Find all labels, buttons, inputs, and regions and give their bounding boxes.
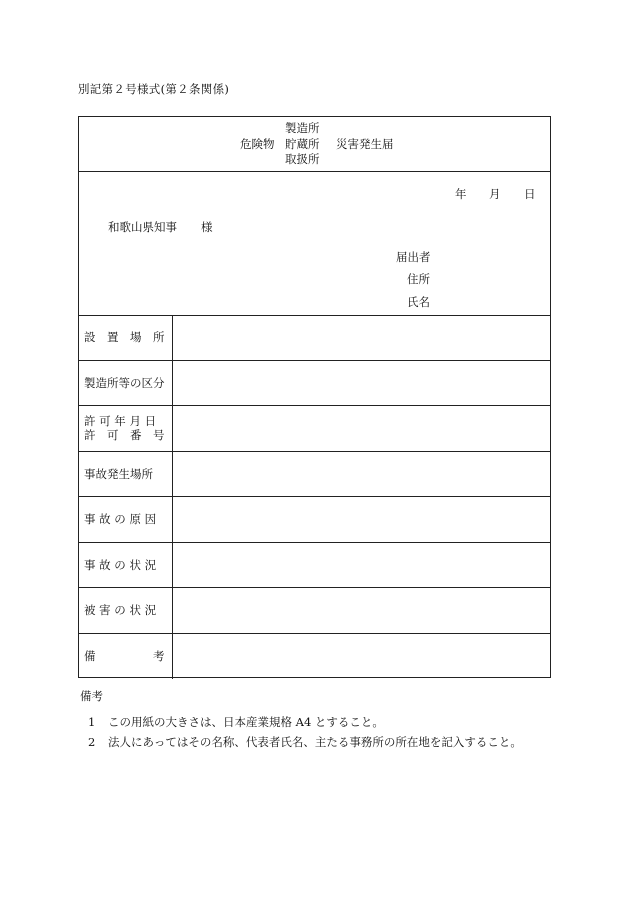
installation-location-field[interactable] <box>173 315 550 360</box>
row-label: 設 置 場 所 <box>79 315 173 360</box>
row-accident-cause <box>79 497 550 543</box>
permit-info-field[interactable] <box>173 406 550 451</box>
row-label: 被 害 の 状 況 <box>79 588 173 633</box>
row-accident-location <box>79 452 550 498</box>
applicant-address-label: 住所 <box>407 272 430 286</box>
row-remarks <box>79 634 550 680</box>
row-label: 事 故 の 状 況 <box>79 543 173 588</box>
note-text: 法人にあってはその名称、代表者氏名、主たる事務所の所在地を記入すること。 <box>108 735 522 749</box>
damage-situation-field[interactable] <box>173 588 550 633</box>
addressee-honorific: 様 <box>201 220 213 234</box>
date-year-label: 年 <box>455 187 467 201</box>
remarks-heading: 備考 <box>80 689 103 703</box>
applicant-name-label: 氏名 <box>407 295 430 309</box>
facility-type-stack <box>285 121 320 168</box>
title-suffix: 災害発生届 <box>336 137 394 151</box>
accident-location-field[interactable] <box>173 452 550 497</box>
row-label: 製造所等の区分 <box>79 361 173 406</box>
row-facility-category <box>79 361 550 407</box>
address-section <box>79 171 550 316</box>
permit-number-label: 許 可 番 号 <box>84 428 165 443</box>
row-label: 事故発生場所 <box>79 452 173 497</box>
remarks-field[interactable] <box>173 634 550 680</box>
row-damage-situation <box>79 588 550 634</box>
row-label: 事 故 の 原 因 <box>79 497 173 542</box>
row-accident-situation <box>79 543 550 589</box>
facility-category-field[interactable] <box>173 361 550 406</box>
form-title <box>79 117 550 172</box>
accident-situation-field[interactable] <box>173 543 550 588</box>
facility-type-manufacturing: 製造所 <box>285 121 320 135</box>
permit-date-label: 許 可 年 月 日 <box>84 414 157 429</box>
note-number: 1 <box>88 715 96 729</box>
row-label: 備 考 <box>79 634 173 680</box>
facility-type-storage: 貯蔵所 <box>285 136 320 151</box>
date-day-label: 日 <box>524 187 536 201</box>
note-number: 2 <box>88 735 96 749</box>
note-item <box>88 734 522 750</box>
form-fields-table <box>79 315 550 679</box>
form-number: 別記第２号様式(第２条関係) <box>78 82 230 96</box>
applicant-label: 届出者 <box>396 250 431 264</box>
accident-cause-field[interactable] <box>173 497 550 542</box>
date-month-label: 月 <box>489 187 501 201</box>
row-installation-location <box>79 315 550 361</box>
row-permit-info <box>79 406 550 452</box>
accident-report-form <box>78 116 551 678</box>
note-text: この用紙の大きさは、日本産業規格 A4 とすること。 <box>108 715 384 729</box>
addressee <box>108 219 213 235</box>
title-prefix: 危険物 <box>240 137 275 151</box>
facility-type-handling: 取扱所 <box>285 152 320 166</box>
row-label <box>79 406 173 451</box>
note-item <box>88 714 384 730</box>
addressee-name: 和歌山県知事 <box>108 220 177 234</box>
